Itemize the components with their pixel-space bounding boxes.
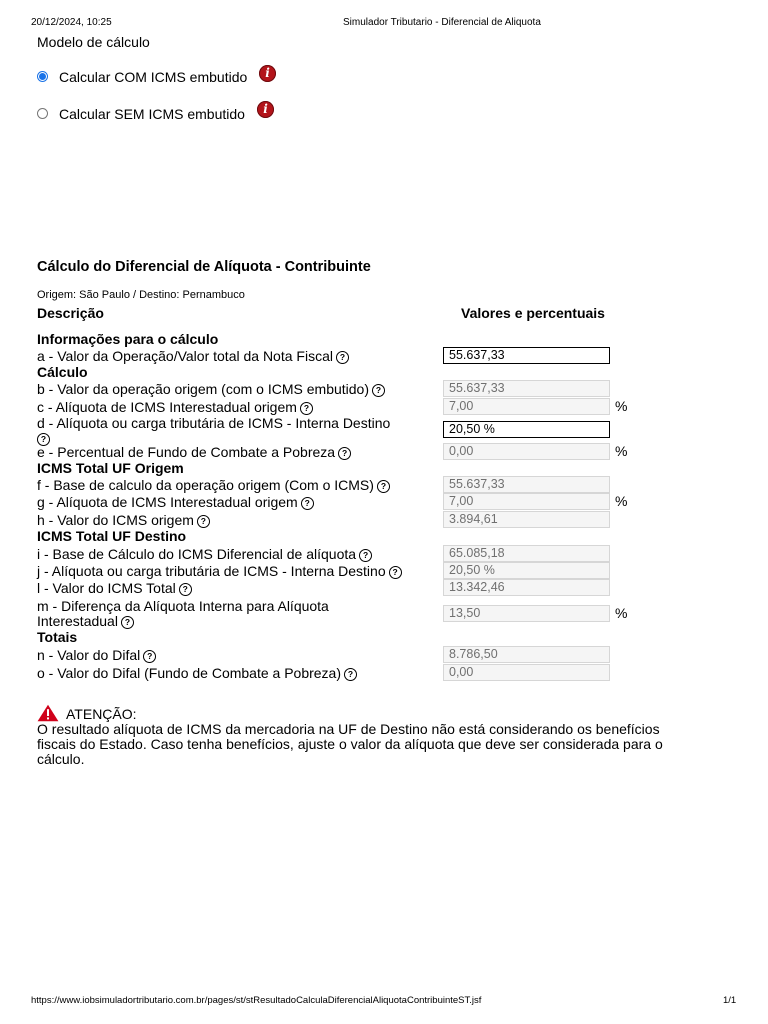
help-icon[interactable]: ? <box>37 433 50 446</box>
radio-sem-icms[interactable] <box>37 108 48 119</box>
col-header-valores: Valores e percentuais <box>461 305 605 321</box>
calc-title: Cálculo do Diferencial de Alíquota - Contribuinte <box>37 259 371 275</box>
help-icon[interactable]: ? <box>344 668 357 681</box>
field-valor-operacao-origem: 55.637,33 <box>443 380 610 397</box>
row-j-label: j - Alíquota ou carga tributária de ICMS - Interna Destino ? <box>37 563 402 579</box>
col-header-descricao: Descrição <box>37 305 104 321</box>
section-calculo: Cálculo <box>37 364 88 380</box>
warning-triangle-icon <box>37 704 59 722</box>
row-i-label: i - Base de Cálculo do ICMS Diferencial de alíquota ? <box>37 546 372 562</box>
help-icon[interactable]: ? <box>301 497 314 510</box>
help-icon[interactable]: ? <box>336 351 349 364</box>
help-icon[interactable]: ? <box>179 583 192 596</box>
row-e-label: e - Percentual de Fundo de Combate a Pobreza ? <box>37 444 351 460</box>
radio-com-icms-label[interactable]: Calcular COM ICMS embutido <box>59 69 248 85</box>
field-valor-difal: 8.786,50 <box>443 646 610 663</box>
row-b-label: b - Valor da operação origem (com o ICMS embutido) ? <box>37 381 385 397</box>
warning-title: ATENÇÃO: <box>66 706 137 722</box>
input-aliquota-interna-destino[interactable]: 20,50 % <box>443 421 610 438</box>
percent-sign: % <box>615 443 628 459</box>
field-fundo-combate-pobreza: 0,00 <box>443 443 610 460</box>
warning-text-line2: fiscais do Estado. Caso tenha benefícios, ajuste o valor da alíquota que deve ser considerada para o <box>37 736 663 752</box>
field-base-calculo-origem: 55.637,33 <box>443 476 610 493</box>
row-o-label: o - Valor do Difal (Fundo de Combate a Pobreza) ? <box>37 665 357 681</box>
row-h-label: h - Valor do ICMS origem ? <box>37 512 210 528</box>
warning-text-line3: cálculo. <box>37 751 85 767</box>
info-icon[interactable]: i <box>257 101 274 118</box>
help-icon[interactable]: ? <box>197 515 210 528</box>
help-icon[interactable]: ? <box>359 549 372 562</box>
radio-sem-icms-label[interactable]: Calcular SEM ICMS embutido <box>59 106 245 122</box>
help-icon[interactable]: ? <box>121 616 134 629</box>
percent-sign: % <box>615 605 628 621</box>
calc-subtitle: Origem: São Paulo / Destino: Pernambuco <box>37 289 245 301</box>
field-diferenca-aliquota: 13,50 <box>443 605 610 622</box>
field-aliquota-interestadual: 7,00 <box>443 398 610 415</box>
row-l-label: l - Valor do ICMS Total ? <box>37 580 192 596</box>
percent-sign: % <box>615 493 628 509</box>
modelo-calculo-title: Modelo de cálculo <box>37 34 150 50</box>
row-a-label: a - Valor da Operação/Valor total da Nota Fiscal ? <box>37 348 349 364</box>
help-icon[interactable]: ? <box>389 566 402 579</box>
print-footer-url: https://www.iobsimuladortributario.com.br/pages/st/stResultadoCalculaDiferencialAliquotaContribuinteST.jsf <box>31 995 482 1006</box>
field-valor-icms-total: 13.342,46 <box>443 579 610 596</box>
help-icon[interactable]: ? <box>377 480 390 493</box>
section-icms-destino: ICMS Total UF Destino <box>37 528 187 544</box>
field-valor-icms-origem: 3.894,61 <box>443 511 610 528</box>
input-valor-operacao[interactable]: 55.637,33 <box>443 347 610 364</box>
field-aliquota-interestadual-origem: 7,00 <box>443 493 610 510</box>
section-informacoes: Informações para o cálculo <box>37 331 219 347</box>
section-icms-origem: ICMS Total UF Origem <box>37 460 184 476</box>
row-c-label: c - Alíquota de ICMS Interestadual origem ? <box>37 399 313 415</box>
row-m-label-line2: Interestadual ? <box>37 613 134 629</box>
help-icon[interactable]: ? <box>372 384 385 397</box>
row-d-label: d - Alíquota ou carga tributária de ICMS - Interna Destino <box>37 415 391 431</box>
percent-sign: % <box>615 398 628 414</box>
row-m-label-line1: m - Diferença da Alíquota Interna para Alíquota <box>37 598 329 614</box>
help-icon[interactable]: ? <box>143 650 156 663</box>
print-datetime: 20/12/2024, 10:25 <box>31 17 112 28</box>
field-valor-difal-fcp: 0,00 <box>443 664 610 681</box>
help-icon[interactable]: ? <box>300 402 313 415</box>
info-icon[interactable]: i <box>259 65 276 82</box>
field-aliquota-interna-destino: 20,50 % <box>443 562 610 579</box>
row-f-label: f - Base de calculo da operação origem (Com o ICMS) ? <box>37 477 390 493</box>
warning-text-line1: O resultado alíquota de ICMS da mercadoria na UF de Destino não está considerando os benefícios <box>37 721 660 737</box>
row-g-label: g - Alíquota de ICMS Interestadual origem ? <box>37 494 314 510</box>
radio-com-icms[interactable] <box>37 71 48 82</box>
field-base-calculo-difal: 65.085,18 <box>443 545 610 562</box>
print-page-number: 1/1 <box>723 995 737 1006</box>
print-page-title: Simulador Tributario - Diferencial de Aliquota <box>343 17 541 28</box>
section-totais: Totais <box>37 629 78 645</box>
help-icon[interactable]: ? <box>338 447 351 460</box>
row-n-label: n - Valor do Difal ? <box>37 647 156 663</box>
